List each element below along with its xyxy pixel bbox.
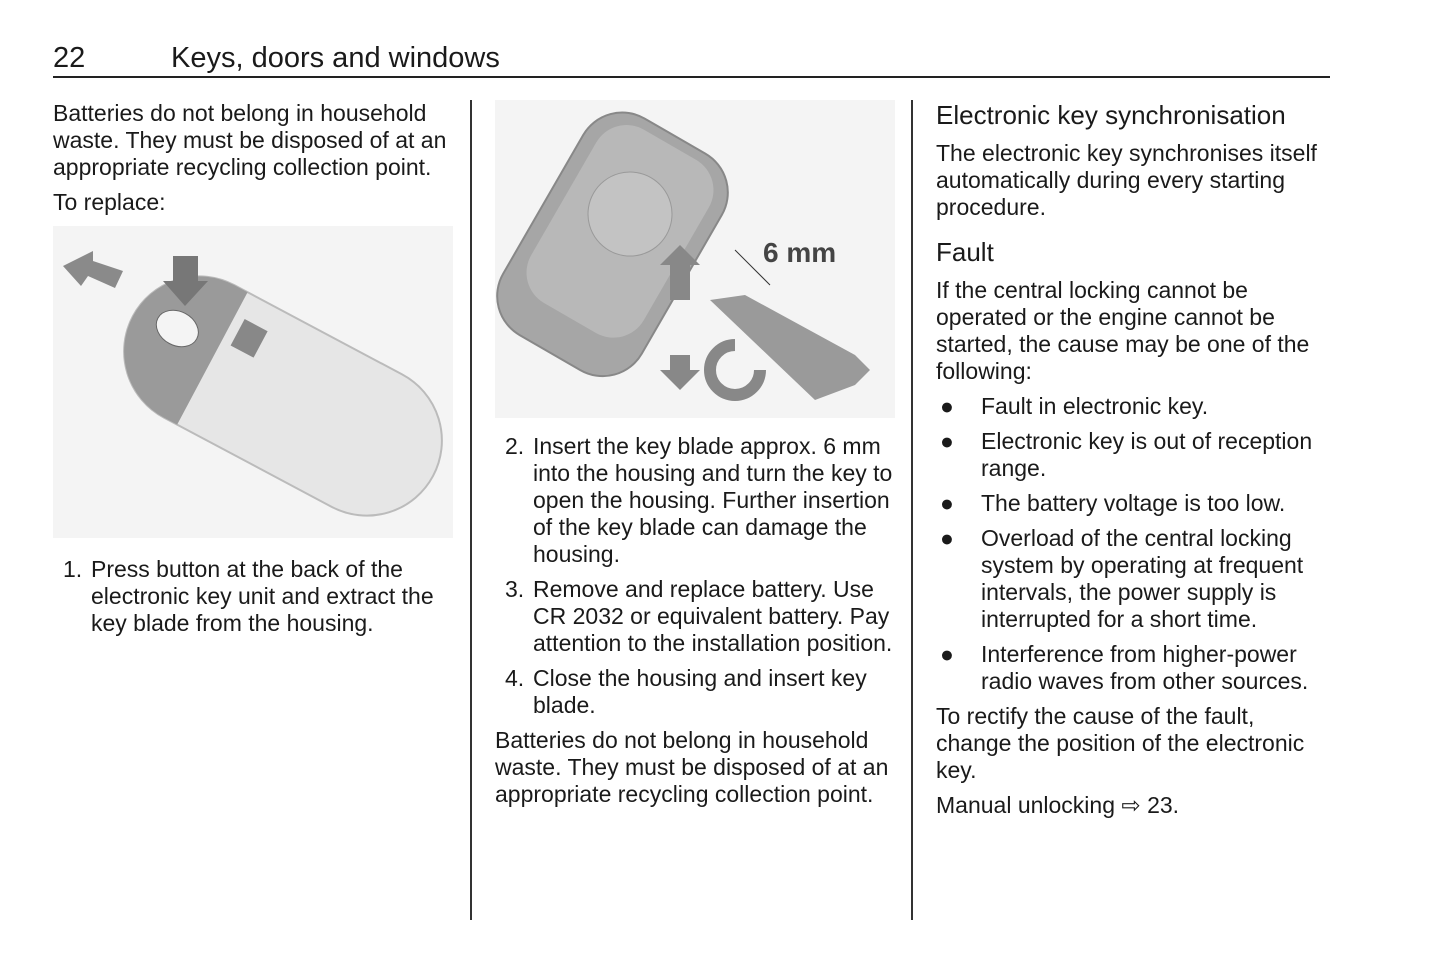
bullet-item: ● Fault in electronic key. — [940, 393, 1209, 419]
housing-opening-illustration — [495, 100, 895, 418]
rectify-paragraph: To rectify the cause of the fault, change the position of the electronic key. — [936, 703, 1305, 783]
key-blade-extraction-illustration — [53, 226, 453, 538]
step-item: 4. Close the housing and insert key blade. — [505, 665, 867, 718]
to-replace-label: To replace: — [53, 189, 166, 215]
section-heading: Electronic key synchronisation — [936, 100, 1286, 130]
sync-paragraph: The electronic key synchronises itself automatically during every starting procedure. — [936, 140, 1317, 220]
bullet-item: ● Overload of the central locking system by operating at frequent intervals, the power supply is interrupted for a short time. — [940, 525, 1304, 632]
step-item: 3. Remove and replace battery. Use CR 2032 or equivalent battery. Pay attention to the installation position. — [505, 576, 893, 656]
dimension-label: 6 mm — [763, 237, 837, 268]
fault-intro: If the central locking cannot be operated or the engine cannot be started, the cause may be one of the following: — [936, 277, 1310, 384]
bullet-item: ● The battery voltage is too low. — [940, 490, 1286, 516]
battery-disposal-note: Batteries do not belong in household waste. They must be disposed of at an appropriate recycling collection point. — [495, 727, 889, 807]
column-divider — [911, 100, 913, 920]
column-3 — [936, 100, 1336, 827]
column-divider — [470, 100, 472, 920]
column-1 — [53, 100, 453, 645]
page-header — [53, 40, 1330, 78]
arrow-reference-icon: ⇨ — [1121, 792, 1141, 818]
bullet-item: ● Interference from higher-power radio waves from other sources. — [940, 641, 1309, 694]
step-item: 2. Insert the key blade approx. 6 mm into the housing and turn the key to open the housing. Further insertion of the key blade can damage the housing. — [505, 433, 893, 567]
battery-disposal-note: Batteries do not belong in household waste. They must be disposed of at an appropriate recycling collection point. — [53, 100, 447, 180]
bullet-item: ● Electronic key is out of reception range. — [940, 428, 1313, 481]
section-heading: Fault — [936, 237, 994, 267]
chapter-title: Keys, doors and windows — [171, 42, 500, 74]
step-item: 1. Press button at the back of the electronic key unit and extract the key blade from the housing. — [63, 556, 434, 636]
cross-reference[interactable]: Manual unlocking ⇨ 23. — [936, 792, 1180, 818]
column-2 — [495, 100, 895, 816]
page-number: 22 — [53, 42, 86, 74]
